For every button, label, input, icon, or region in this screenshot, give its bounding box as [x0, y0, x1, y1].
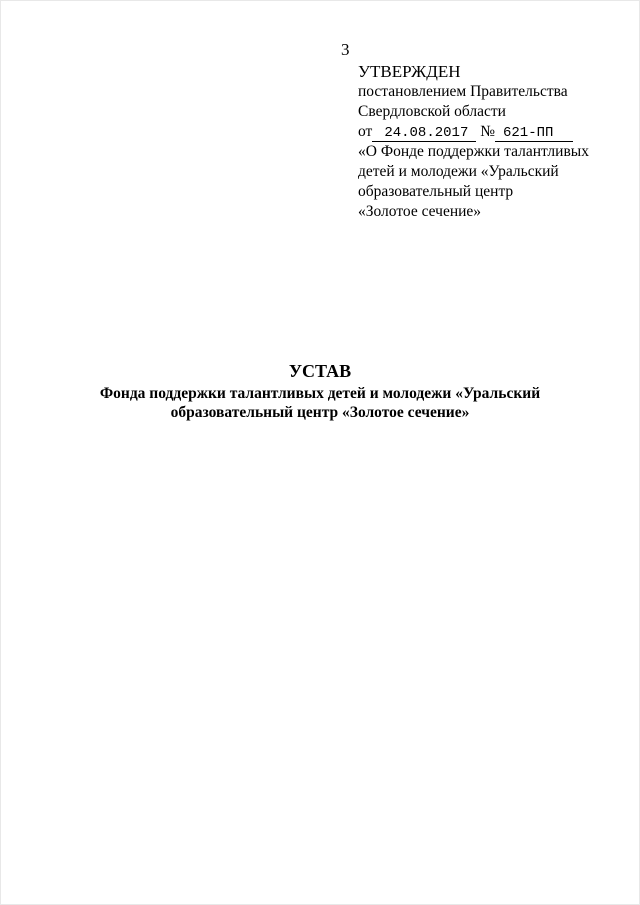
approval-heading: УТВЕРЖДЕН [358, 62, 461, 81]
approval-line-2: Свердловской области [358, 103, 506, 120]
date-prefix: от [358, 123, 373, 140]
document-title: УСТАВ [288, 361, 352, 381]
number-prefix: № [480, 123, 495, 140]
approval-subject-line-4: «Золотое сечение» [358, 203, 482, 220]
approval-date: 24.08.2017 [372, 125, 476, 142]
approval-subject-line-2: детей и молодежи «Уральский [358, 163, 559, 180]
approval-date-line [358, 122, 628, 142]
document-subtitle-line-1: Фонда поддержки талантливых детей и молодежи «Уральский [99, 385, 541, 402]
title-block [0, 360, 640, 422]
approval-subject-line-1: «О Фонде поддержки талантливых [358, 143, 589, 160]
page-number: 3 [341, 40, 350, 59]
approval-line-1: постановлением Правительства [358, 83, 568, 100]
approval-subject-line-3: образовательный центр [358, 183, 514, 200]
document-subtitle-line-2: образовательный центр «Золотое сечение» [170, 404, 470, 421]
approval-block [358, 62, 628, 222]
approval-number: 621-ПП [495, 125, 573, 142]
